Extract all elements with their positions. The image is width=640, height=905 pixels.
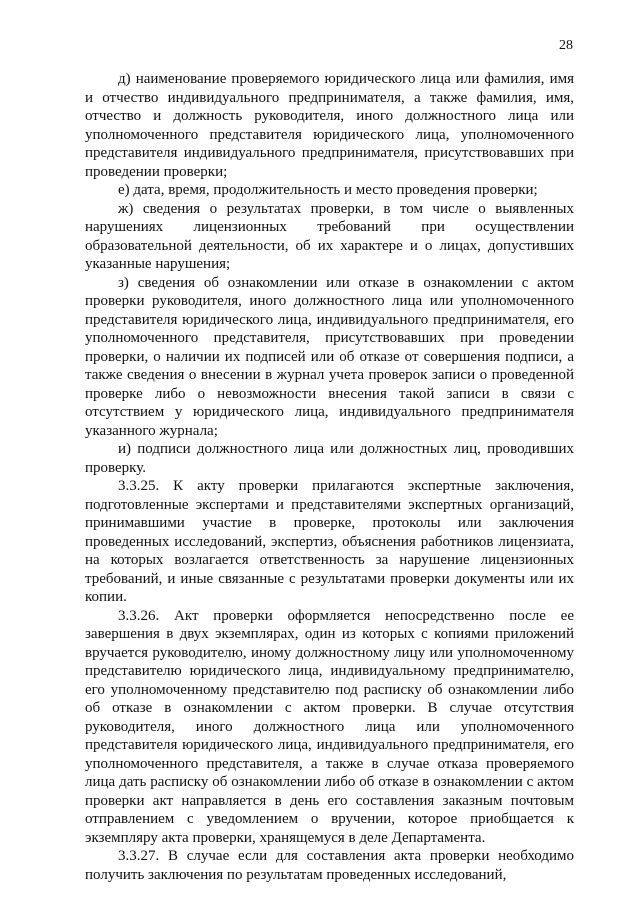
paragraph-3-3-25: 3.3.25. К акту проверки прилагаются экспертные заключения, подготовленные экспертами и представителями экспертных организаций, принимавшими участие в проверке, протоколы или заключения проведенных исследований, экспертиз, объяснения работников лицензиата, на которых возлагается ответственность за нарушение лицензионных требований, и иные связанные с результатами проверки документы или их копии.	[85, 478, 574, 605]
paragraph-i: и) подписи должностного лица или должностных лиц, проводивших проверку.	[85, 441, 574, 476]
page-number: 28	[559, 38, 573, 53]
paragraph-3-3-27: 3.3.27. В случае если для составления акта проверки необходимо получить заключения по результатам проведенных исследований,	[85, 848, 574, 883]
paragraph-e: е) дата, время, продолжительность и место проведения проверки;	[118, 182, 538, 198]
paragraph-zh: ж) сведения о результатах проверки, в том числе о выявленных нарушениях лицензионных требований при осуществлении образовательной деятельности, об их характере и о лицах, допустивших указанные нарушения;	[85, 200, 574, 272]
paragraph-z: з) сведения об ознакомлении или отказе в ознакомлении с актом проверки руководителя, иного должностного лица или уполномоченного представителя юридического лица, индивидуального предпринимателя, его уполномоченного представителя, присутствовавших при проведении проверки, о наличии их подписей или об отказе от совершения подписи, а также сведения о внесении в журнал учета проверок записи о проведенной проверке либо о невозможности внесения такой записи в связи с отсутствием у юридического лица, индивидуального предпринимателя указанного журнала;	[85, 274, 574, 439]
paragraph-3-3-26: 3.3.26. Акт проверки оформляется непосредственно после ее завершения в двух экземплярах, один из которых с копиями приложений вручается руководителю, иному должностному лицу или уполномоченному представителю юридического лица, индивидуальному предпринимателю, его уполномоченному представителю под расписку об ознакомлении либо об отказе в ознакомлении с актом проверки. В случае отсутствия руководителя, иного должностного лица или уполномоченного представителя юридического лица, индивидуального предпринимателя, его уполномоченного представителя, а также в случае отказа проверяемого лица дать расписку об ознакомлении либо об отказе в ознакомлении с актом проверки акт направляется в день его составления заказным почтовым отправлением с уведомлением о вручении, которое приобщается к экземпляру акта проверки, хранящемуся в деле Департамента.	[85, 607, 574, 846]
paragraph-d: д) наименование проверяемого юридического лица или фамилия, имя и отчество индивидуального предпринимателя, а также фамилия, имя, отчество и должность руководителя, иного должностного лица или уполномоченного представителя юридического лица, уполномоченного представителя индивидуального предпринимателя, присутствовавших при проведении проверки;	[85, 71, 574, 180]
document-body	[85, 70, 574, 884]
